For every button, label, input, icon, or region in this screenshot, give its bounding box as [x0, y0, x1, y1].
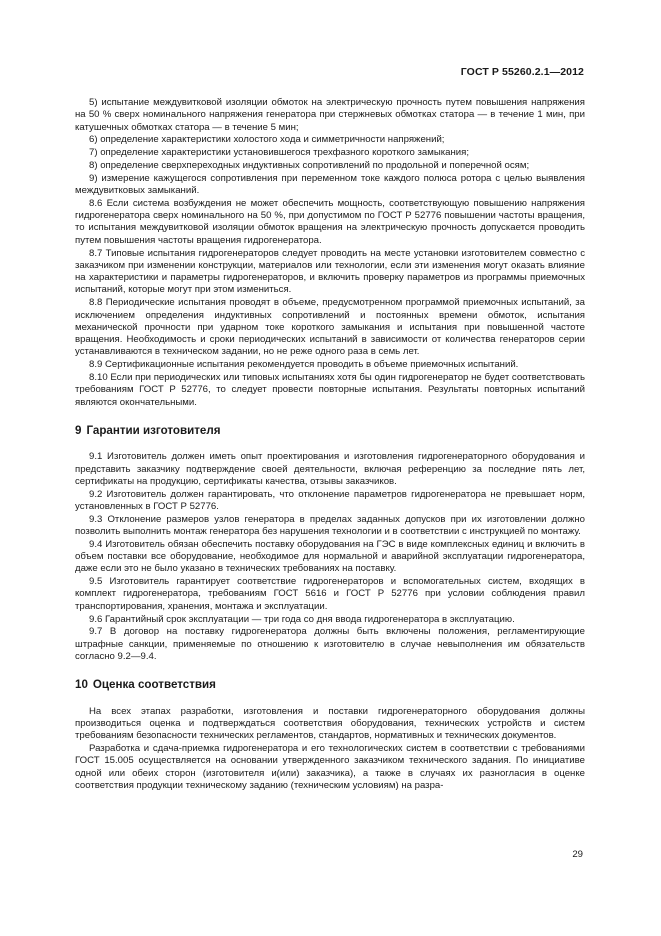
paragraph: 9.2 Изготовитель должен гарантировать, что отклонение параметров гидрогенератора не превышает норм, установленных в ГОСТ Р 52776.	[75, 488, 585, 512]
section-9-heading	[75, 425, 585, 437]
paragraph: 8.9 Сертификационные испытания рекомендуется проводить в объеме приемочных испытаний.	[89, 359, 519, 371]
paragraph: 9.4 Изготовитель обязан обеспечить поставку оборудования на ГЭС в виде комплексных единиц и включить в объем поставки все оборудование, необходимое для нормальной и аварийной эксплуатации гидрогенератора, даже если это не было указано в технических требованиях на поставку.	[75, 538, 585, 575]
paragraph: 8.10 Если при периодических или типовых испытаниях хотя бы один гидрогенератор не будет соответствовать требованиям ГОСТ Р 52776, то следует провести повторные испытания. Результаты повторных испытаний являются окончательными.	[75, 372, 585, 408]
document-code-header: ГОСТ Р 55260.2.1—2012	[460, 66, 584, 78]
paragraph: На всех этапах разработки, изготовления и поставки гидрогенераторного оборудования должны производиться оценка и подтверждаться соответствия оборудования, технических устройств и систем требованиям безопасности технических регламентов, стандартов, нормативных и технических документов.	[75, 705, 585, 742]
paragraph: 8.8 Периодические испытания проводят в объеме, предусмотренном программой приемочных испытаний, за исключением определения индуктивных сопротивлений и постоянных времени обмоток, испытания механической прочности при ударном токе короткого замыкания и испытания при повышенной частоте вращения. Необходимость и сроки периодических испытаний в зависимости от количества генераторов серии устанавливаются в техническом задании, но не реже одного раза в семь лет.	[75, 297, 585, 358]
paragraph: 8) определение сверхпереходных индуктивных сопротивлений по продольной и поперечной осям;	[89, 159, 530, 171]
paragraph: 9.5 Изготовитель гарантирует соответствие гидрогенераторов и вспомогательных систем, входящих в комплект гидрогенератора, требованиям ГОСТ 5616 и ГОСТ Р 52776 при условии соблюдения правил транспортирования, хранения, монтажа и эксплуатации.	[75, 576, 585, 612]
section-title: Оценка соответствия	[92, 678, 216, 692]
paragraph: Разработка и сдача-приемка гидрогенератора и его технологических систем в соответствии с требованиями ГОСТ 15.005 осуществляется на основании утвержденного заказчиком технического задания. По инициативе одной или обеих сторон (изготовителя и(или) заказчика), а также в случаях их разногласия в оценке соответствия продукции техническому заданию (техническим условиям) на разра-	[75, 742, 585, 791]
section-title: Гарантии изготовителя	[86, 423, 221, 437]
paragraph: 8.7 Типовые испытания гидрогенераторов следует проводить на месте установки изготовителем совместно с заказчиком при изменении конструкции, материалов или технологии, если эти изменения могут оказать влияние на характеристики и параметры гидрогенераторов, и включить проверку параметров из программы приемочных испытаний, которые могут при этом измениться.	[75, 247, 585, 296]
page-content	[75, 97, 585, 792]
section-10-body	[75, 706, 585, 793]
block-1	[75, 97, 585, 409]
paragraph: 9) измерение кажущегося сопротивления при переменном токе каждого полюса ротора с целью выявления междувитковых замыканий.	[75, 172, 585, 197]
section-9-body	[75, 451, 585, 663]
section-number: 9	[75, 423, 82, 437]
paragraph: 8.6 Если система возбуждения не может обеспечить мощность, соответствующую повышению напряжения гидрогенератора сверх номинального на 50 %, при допустимом по ГОСТ Р 52776 повышении частоты вращения, то испытания междувитковой изоляции обмоток вращения на электрическую прочность допускается проводить путем повышения частоты вращения гидрогенератора.	[75, 197, 585, 246]
section-10-heading	[75, 679, 585, 691]
paragraph: 6) определение характеристики холостого хода и симметричности напряжений;	[89, 134, 445, 146]
section-number: 10	[75, 678, 88, 692]
paragraph: 9.7 В договор на поставку гидрогенератора должны быть включены положения, регламентирующие штрафные санкции, применяемые по отношению к изготовителю в случае невыполнения им обязательств согласно 9.2—9.4.	[75, 626, 585, 662]
paragraph: 9.1 Изготовитель должен иметь опыт проектирования и изготовления гидрогенераторного оборудования и представить заказчику подтверждение своей деятельности, включая референцию за последние пять лет, сертификаты на продукцию, сертификаты качества, отзывы заказчиков.	[75, 451, 585, 487]
paragraph: 9.6 Гарантийный срок эксплуатации — три года со дня ввода гидрогенератора в эксплуатацию.	[89, 613, 515, 625]
page-number: 29	[572, 849, 583, 860]
paragraph: 9.3 Отклонение размеров узлов генератора в пределах заданных допусков при их изготовлении должно позволить выполнить монтаж генератора без нарушения технологии и в соответствии с инструкцией по монтажу.	[75, 513, 585, 537]
paragraph: 7) определение характеристики установившегося трехфазного короткого замыкания;	[89, 147, 469, 159]
paragraph: 5) испытание междувитковой изоляции обмоток на электрическую прочность путем повышения напряжения на 50 % сверх номинального напряжения генератора при стержневых обмотках статора — в течение 1 мин, при катушечных обмотках статора — в течение 5 мин;	[75, 97, 585, 133]
